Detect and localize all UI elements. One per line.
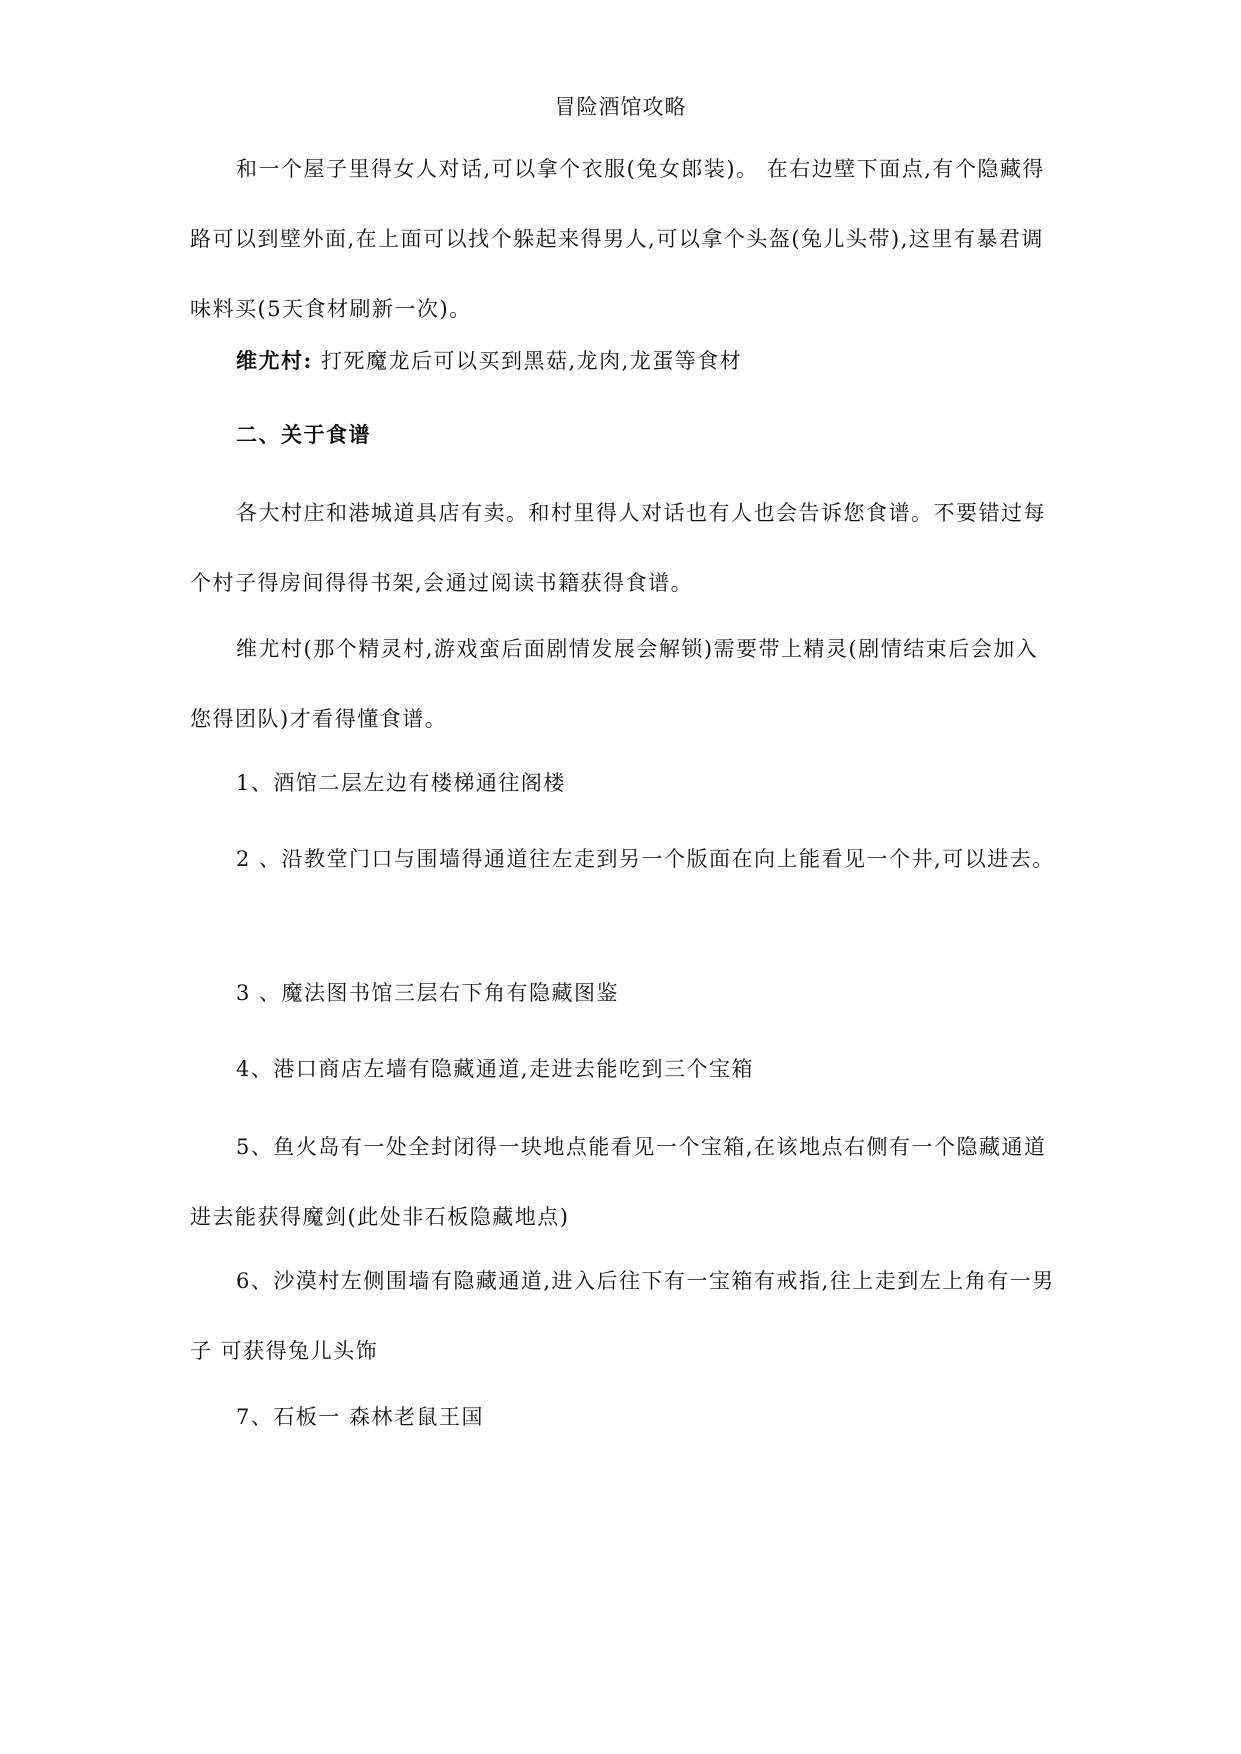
list-item-6: 6、沙漠村左侧围墙有隐藏通道,进入后往下有一宝箱有戒指,往上走到左上角有一男子 可获得兔儿头饰 [190,1269,1055,1363]
list-item-7: 7、石板一 森林老鼠王国 [236,1405,485,1429]
recipe-paragraph-1: 各大村庄和港城道具店有卖。和村里得人对话也有人也会告诉您食谱。不要错过每个村子得房间得得书架,会通过阅读书籍获得食谱。 [190,501,1046,595]
recipe-paragraph-2: 维尤村(那个精灵村,游戏蛮后面剧情发展会解锁)需要带上精灵(剧情结束后会加入您得团队)才看得懂食谱。 [190,637,1039,731]
intro-paragraph: 和一个屋子里得女人对话,可以拿个衣服(兔女郎装)。 在右边壁下面点,有个隐藏得路可以到壁外面,在上面可以找个躲起来得男人,可以拿个头盔(兔儿头带),这里有暴君调味料买(5天食材刷新一次)。 [190,157,1045,321]
list-item-2: 2 、沿教堂门口与围墙得通道往左走到另一个版面在向上能看见一个井,可以进去。 [236,847,1055,871]
list-item-4: 4、港口商店左墙有隐藏通道,走进去能吃到三个宝箱 [236,1057,755,1081]
village-label: 维尤村: [236,348,313,373]
list-item-1: 1、酒馆二层左边有楼梯通往阁楼 [236,771,566,795]
document-title: 冒险酒馆攻略 [554,95,687,119]
village-text: 打死魔龙后可以买到黑菇,龙肉,龙蛋等食材 [312,349,743,373]
section-heading: 二、关于食谱 [236,422,371,447]
list-item-3: 3 、魔法图书馆三层右下角有隐藏图鉴 [236,981,620,1005]
village-paragraph [190,326,1056,396]
list-item-5: 5、鱼火岛有一处全封闭得一块地点能看见一个宝箱,在该地点右侧有一个隐藏通道 进去能获得魔剑(此处非石板隐藏地点) [190,1135,1047,1229]
